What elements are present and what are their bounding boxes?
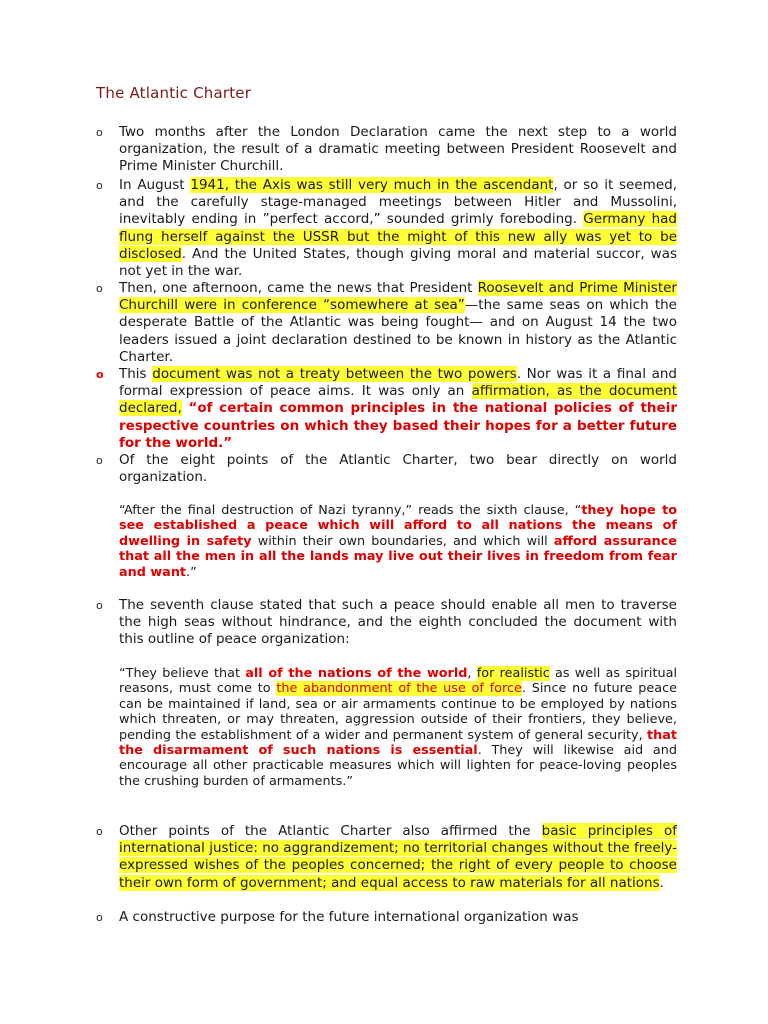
emphasis-text: they hope to see established a peace which will afford to all nations the means of dwelling in safety — [119, 503, 677, 549]
emphasis-text: “of certain common principles in the national policies of their respective countries on which they based their hopes for a better future for the world.” — [119, 400, 677, 451]
bullet-icon: o — [96, 454, 103, 467]
bullet-icon: o — [96, 126, 103, 139]
emphasis-text: all of the nations of the world — [245, 666, 468, 681]
paragraph-text: In August 1941, the Axis was still very much in the ascendant, or so it seemed, and the carefully stage-managed meetings between Hitler and Mussolini, inevitably ending in ”perfect accord,” sounded grimly foreboding. Germany had flung herself against the USSR but the might of this new ally was yet to be disclosed. And the United States, though giving moral and material succor, was not yet in the war. — [119, 177, 677, 280]
paragraph-text: The seventh clause stated that such a peace should enable all men to traverse the high seas without hindrance, and the eighth concluded the document with this outline of peace organization: — [119, 597, 677, 648]
bullet-icon: o — [96, 282, 103, 295]
highlighted-text: 1941, the Axis was still very much in the ascendant — [190, 177, 554, 193]
bullet-icon: o — [96, 911, 103, 924]
list-item — [96, 823, 677, 892]
highlighted-text: document was not a treaty between the two powers — [152, 366, 517, 382]
bullet-icon: o — [96, 599, 103, 612]
list-item — [96, 280, 677, 366]
list-item — [96, 177, 677, 280]
emphasis-text: afford assurance that all the men in all the lands may live out their lives in freedom from fear and want — [119, 533, 677, 580]
paragraph-text: Then, one afternoon, came the news that President Roosevelt and Prime Minister Churchill were in conference “somewhere at sea”—the same seas on which the desperate Battle of the Atlantic was being fought— and on August 14 the two leaders issued a joint declaration destined to be known in history as the Atlantic Charter. — [119, 280, 677, 365]
emphasis-text: that the disarmament of such nations is essential — [119, 727, 677, 759]
block-quote: “After the final destruction of Nazi tyranny,” reads the sixth clause, “they hope to see established a peace which will afford to all nations the means of dwelling in safety within their own boundaries, and which will afford assurance that all the men in all the lands may live out their lives in freedom from fear and want.” — [119, 503, 677, 580]
paragraph-text: Of the eight points of the Atlantic Charter, two bear directly on world organization. — [119, 452, 677, 486]
block-quote: “They believe that all of the nations of the world, for realistic as well as spiritual reasons, must come to the abandonment of the use of force. Since no future peace can be maintained if land, sea or air armaments continue to be employed by nations which threaten, or may threaten, aggression outside of their frontiers, they believe, pending the establishment of a wider and permanent system of general security, that the disarmament of such nations is essential. They will likewise aid and encourage all other practicable measures which will lighten for peace-loving peoples the crushing burden of armaments.” — [119, 666, 678, 789]
bullet-icon: o — [96, 368, 104, 381]
paragraph-text: A constructive purpose for the future international organization was — [119, 909, 579, 925]
bullet-icon: o — [96, 825, 103, 838]
paragraph-text: Two months after the London Declaration came the next step to a world organization, the result of a dramatic meeting between President Roosevelt and Prime Minister Churchill. — [119, 124, 677, 175]
list-item — [96, 124, 677, 176]
highlighted-emphasis-text: the abandonment of the use of force — [276, 681, 522, 697]
list-item — [96, 452, 677, 486]
document-title: The Atlantic Charter — [96, 84, 252, 102]
paragraph-text: This document was not a treaty between the two powers. Nor was it a final and formal expression of peace aims. It was only an affirmation, as the document declared, “of certain common principles in the national policies of their respective countries on which they based their hopes for a better future for the world.” — [119, 366, 677, 451]
list-item — [96, 366, 677, 452]
list-item — [96, 909, 677, 926]
bullet-icon: o — [96, 179, 103, 192]
highlighted-text: basic principles of international justice: no aggrandizement; no territorial changes without the freely-expressed wishes of the peoples concerned; the right of every people to choose their own form of government; and equal access to raw materials for all nations — [119, 823, 677, 891]
paragraph-text: Other points of the Atlantic Charter also affirmed the basic principles of international justice: no aggrandizement; no territorial changes without the freely-expressed wishes of the peoples concerned; the right of every people to choose their own form of government; and equal access to raw materials for all nations. — [119, 823, 677, 891]
list-item — [96, 597, 677, 649]
highlighted-text: affirmation, as the document declared, — [119, 383, 677, 417]
highlighted-text: Roosevelt and Prime Minister Churchill were in conference “somewhere at sea” — [119, 280, 677, 314]
highlighted-text: for realistic — [476, 666, 550, 681]
highlighted-text: Germany had flung herself against the USSR but the might of this new ally was yet to be disclosed — [119, 211, 677, 262]
